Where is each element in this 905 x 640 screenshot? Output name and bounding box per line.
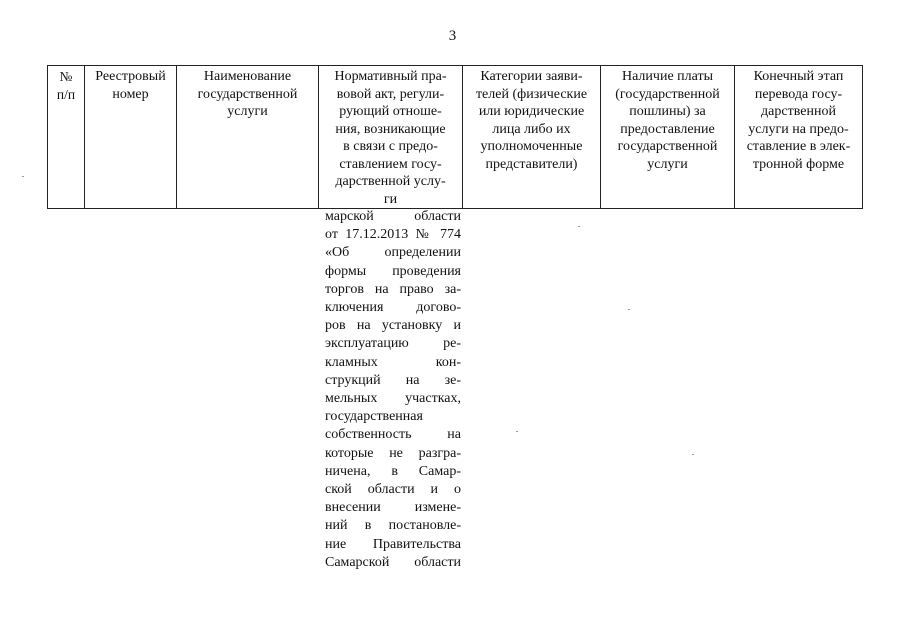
text-line: внесении измене- (325, 500, 461, 516)
header-line: Реестровый (95, 69, 166, 84)
header-line: телей (физические (475, 86, 588, 102)
header-line: ставление в элек- (746, 139, 851, 154)
text-line: ний в постановле- (325, 518, 461, 534)
header-line: Категории заяви- (480, 69, 583, 84)
scan-speck (578, 226, 580, 227)
header-line: в связи с предо- (343, 139, 438, 154)
text-line: «Об определении (325, 245, 461, 261)
header-electronic-stage (735, 66, 863, 209)
text-line: которые не разгра- (325, 445, 461, 461)
header-line: вовой акт, регули- (336, 86, 445, 102)
header-line: дарственной услу- (335, 174, 446, 189)
registry-table (47, 65, 863, 209)
header-line: (государственной (615, 86, 720, 102)
header-line: Наличие платы (621, 69, 714, 84)
text-line: государственная (325, 409, 423, 425)
text-line: ской области и о (325, 482, 461, 498)
header-line: Наименование (203, 69, 292, 84)
header-line: номер (112, 86, 149, 102)
page-number: 3 (448, 28, 457, 44)
header-line: перевода госу- (754, 86, 843, 102)
header-line: пошлины) за (629, 104, 706, 119)
text-line: ничена, в Самар- (325, 463, 461, 479)
text-line: формы проведения (325, 263, 461, 279)
legal-act-continuation (325, 208, 461, 572)
text-line: струкций на зе- (325, 372, 461, 388)
text-line: собственность на (325, 427, 461, 443)
text-line: эксплуатацию ре- (325, 336, 461, 352)
header-registry-number (85, 66, 177, 209)
header-line: дарственной (761, 104, 836, 119)
header-line: ставлением госу- (339, 156, 442, 172)
header-line: услуги на предо- (748, 121, 849, 137)
header-line: ги (383, 191, 398, 207)
header-number (48, 66, 85, 209)
header-fee (601, 66, 735, 209)
header-line: лица либо их (492, 121, 571, 137)
header-line: тронной форме (752, 156, 845, 172)
text-line: кламных кон- (325, 354, 461, 370)
text-line: ние Правительства (325, 536, 461, 552)
text-line: ключения догово- (325, 300, 461, 316)
header-line: услуги (227, 104, 268, 119)
text-line: от 17.12.2013 № 774 (325, 227, 461, 243)
header-applicant-categories (463, 66, 601, 209)
scan-speck (516, 431, 518, 432)
header-line: предоставление (620, 121, 715, 137)
header-line: ния, возникающие (335, 121, 446, 137)
text-line: ров на установку и (325, 318, 461, 334)
header-line: услуги (647, 156, 688, 172)
header-line: № (59, 69, 73, 84)
header-legal-act (319, 66, 463, 209)
header-line: Нормативный пра- (334, 69, 447, 84)
header-line: Конечный этап (753, 69, 844, 84)
header-service-name (177, 66, 319, 209)
header-line: представители) (485, 156, 578, 172)
text-line: Самарской области (325, 554, 461, 570)
header-line: или юридические (478, 104, 585, 119)
table-header-row (48, 66, 863, 209)
scan-speck (22, 176, 24, 177)
scan-speck (692, 454, 694, 455)
text-line: марской области (325, 209, 461, 224)
header-line: государственной (197, 86, 298, 102)
text-line: торгов на право за- (325, 281, 461, 297)
header-line: уполномоченные (480, 139, 583, 154)
header-line: п/п (56, 86, 76, 102)
header-line: рующий отноше- (339, 104, 442, 119)
scan-speck (628, 309, 630, 310)
text-line: мельных участках, (325, 391, 461, 407)
header-line: государственной (617, 139, 718, 154)
